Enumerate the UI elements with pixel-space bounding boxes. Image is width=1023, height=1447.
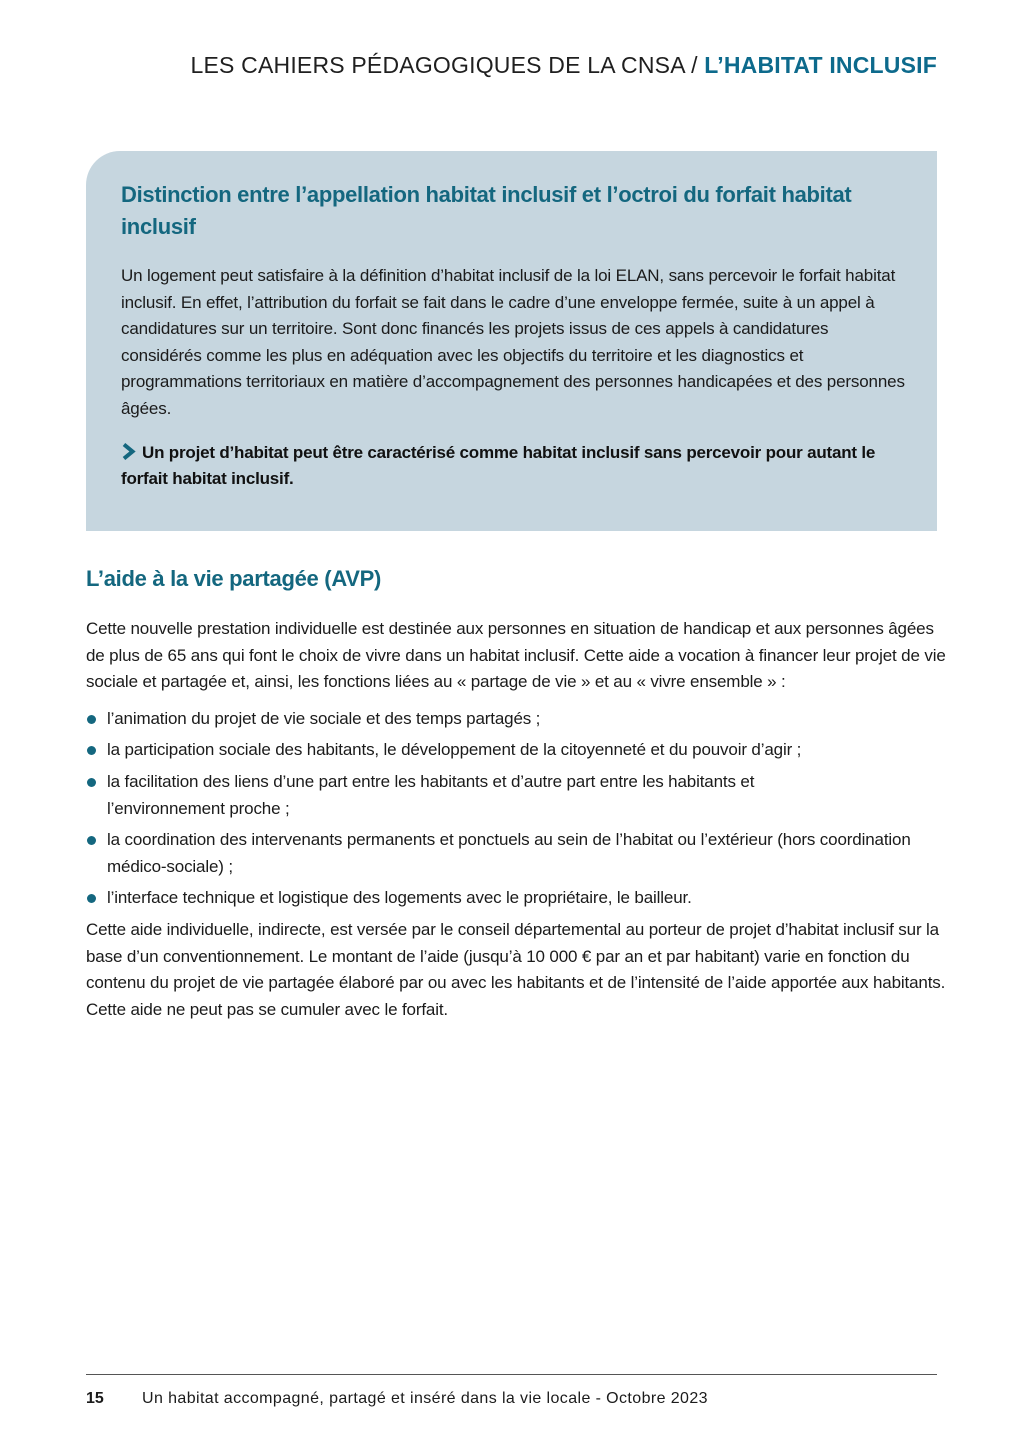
section-conclusion: Cette aide individuelle, indirecte, est versée par le conseil départemental au porteur de projet d’habitat inclusif sur la base d’un conventionnement. Le montant de l’aide (jusqu’à 10 000 € par an et par habitant) varie en fonction du contenu du projet de vie partagée élaboré par ou avec les habitants et de l’intensité de l’aide apportée aux habitants. Cette aide ne peut pas se cumuler avec le forfait. bbox=[86, 919, 946, 1019]
list-item-text: l’animation du projet de vie sociale et des temps partagés ; bbox=[107, 708, 541, 728]
footer-divider bbox=[86, 1374, 937, 1375]
list-item-text: la coordination des intervenants permanents et ponctuels au sein de l’habitat ou l’extérieur (hors coordination médico-sociale) ; bbox=[107, 830, 911, 876]
footer-title: Un habitat accompagné, partagé et inséré dans la vie locale - Octobre 2023 bbox=[142, 1390, 708, 1407]
section-title: L’aide à la vie partagée (AVP) bbox=[86, 566, 382, 591]
callout-body: Un logement peut satisfaire à la définition d’habitat inclusif de la loi ELAN, sans percevoir le forfait habitat inclusif. En effet, l’attribution du forfait se fait dans le cadre d’une enveloppe fermée, suite à un appel à candidatures sur un territoire. Sont donc financés les projets issus de ces appels à candidatures considérés comme les plus en adéquation avec les objectifs du territoire et les diagnostics et programmations territoriaux en matière d’accompagnement des personnes handicapées et des personnes âgées. bbox=[121, 266, 905, 418]
bullet-icon bbox=[87, 894, 96, 903]
bullet-icon bbox=[87, 715, 96, 724]
list-item bbox=[86, 706, 946, 733]
chevron-right-icon bbox=[121, 443, 136, 460]
bullet-icon bbox=[87, 746, 96, 755]
header-topic: L’HABITAT INCLUSIF bbox=[704, 52, 937, 78]
function-list bbox=[86, 706, 946, 912]
list-item-text: la facilitation des liens d’une part entre les habitants et d’autre part entre les habitants et l’environnement proche ; bbox=[107, 771, 755, 818]
page-number: 15 bbox=[86, 1390, 104, 1407]
header-series-title: LES CAHIERS PÉDAGOGIQUES DE LA CNSA / bbox=[190, 52, 705, 78]
section-content bbox=[86, 616, 946, 1023]
callout-emphasis-text: Un projet d’habitat peut être caractérisé comme habitat inclusif sans percevoir pour autant le forfait habitat inclusif. bbox=[121, 442, 876, 489]
callout-box bbox=[86, 151, 937, 531]
list-item bbox=[86, 885, 946, 912]
callout-emphasis bbox=[121, 440, 907, 493]
bullet-icon bbox=[87, 778, 96, 787]
running-header bbox=[191, 52, 938, 79]
section-intro: Cette nouvelle prestation individuelle est destinée aux personnes en situation de handicap et aux personnes âgées de plus de 65 ans qui font le choix de vivre dans un habitat inclusif. Cette aide a vocation à financer leur projet de vie sociale et partagée et, ainsi, les fonctions liées au « partage de vie » et au « vivre ensemble » : bbox=[86, 619, 946, 692]
callout-title: Distinction entre l’appellation habitat inclusif et l’octroi du forfait habitat inclusif bbox=[121, 182, 852, 239]
list-item-text: la participation sociale des habitants, le développement de la citoyenneté et du pouvoir d’agir ; bbox=[107, 740, 802, 760]
bullet-icon bbox=[87, 836, 96, 845]
list-item bbox=[86, 769, 946, 822]
list-item-text: l’interface technique et logistique des logements avec le propriétaire, le bailleur. bbox=[107, 888, 692, 908]
list-item bbox=[86, 827, 946, 880]
list-item bbox=[86, 737, 946, 764]
